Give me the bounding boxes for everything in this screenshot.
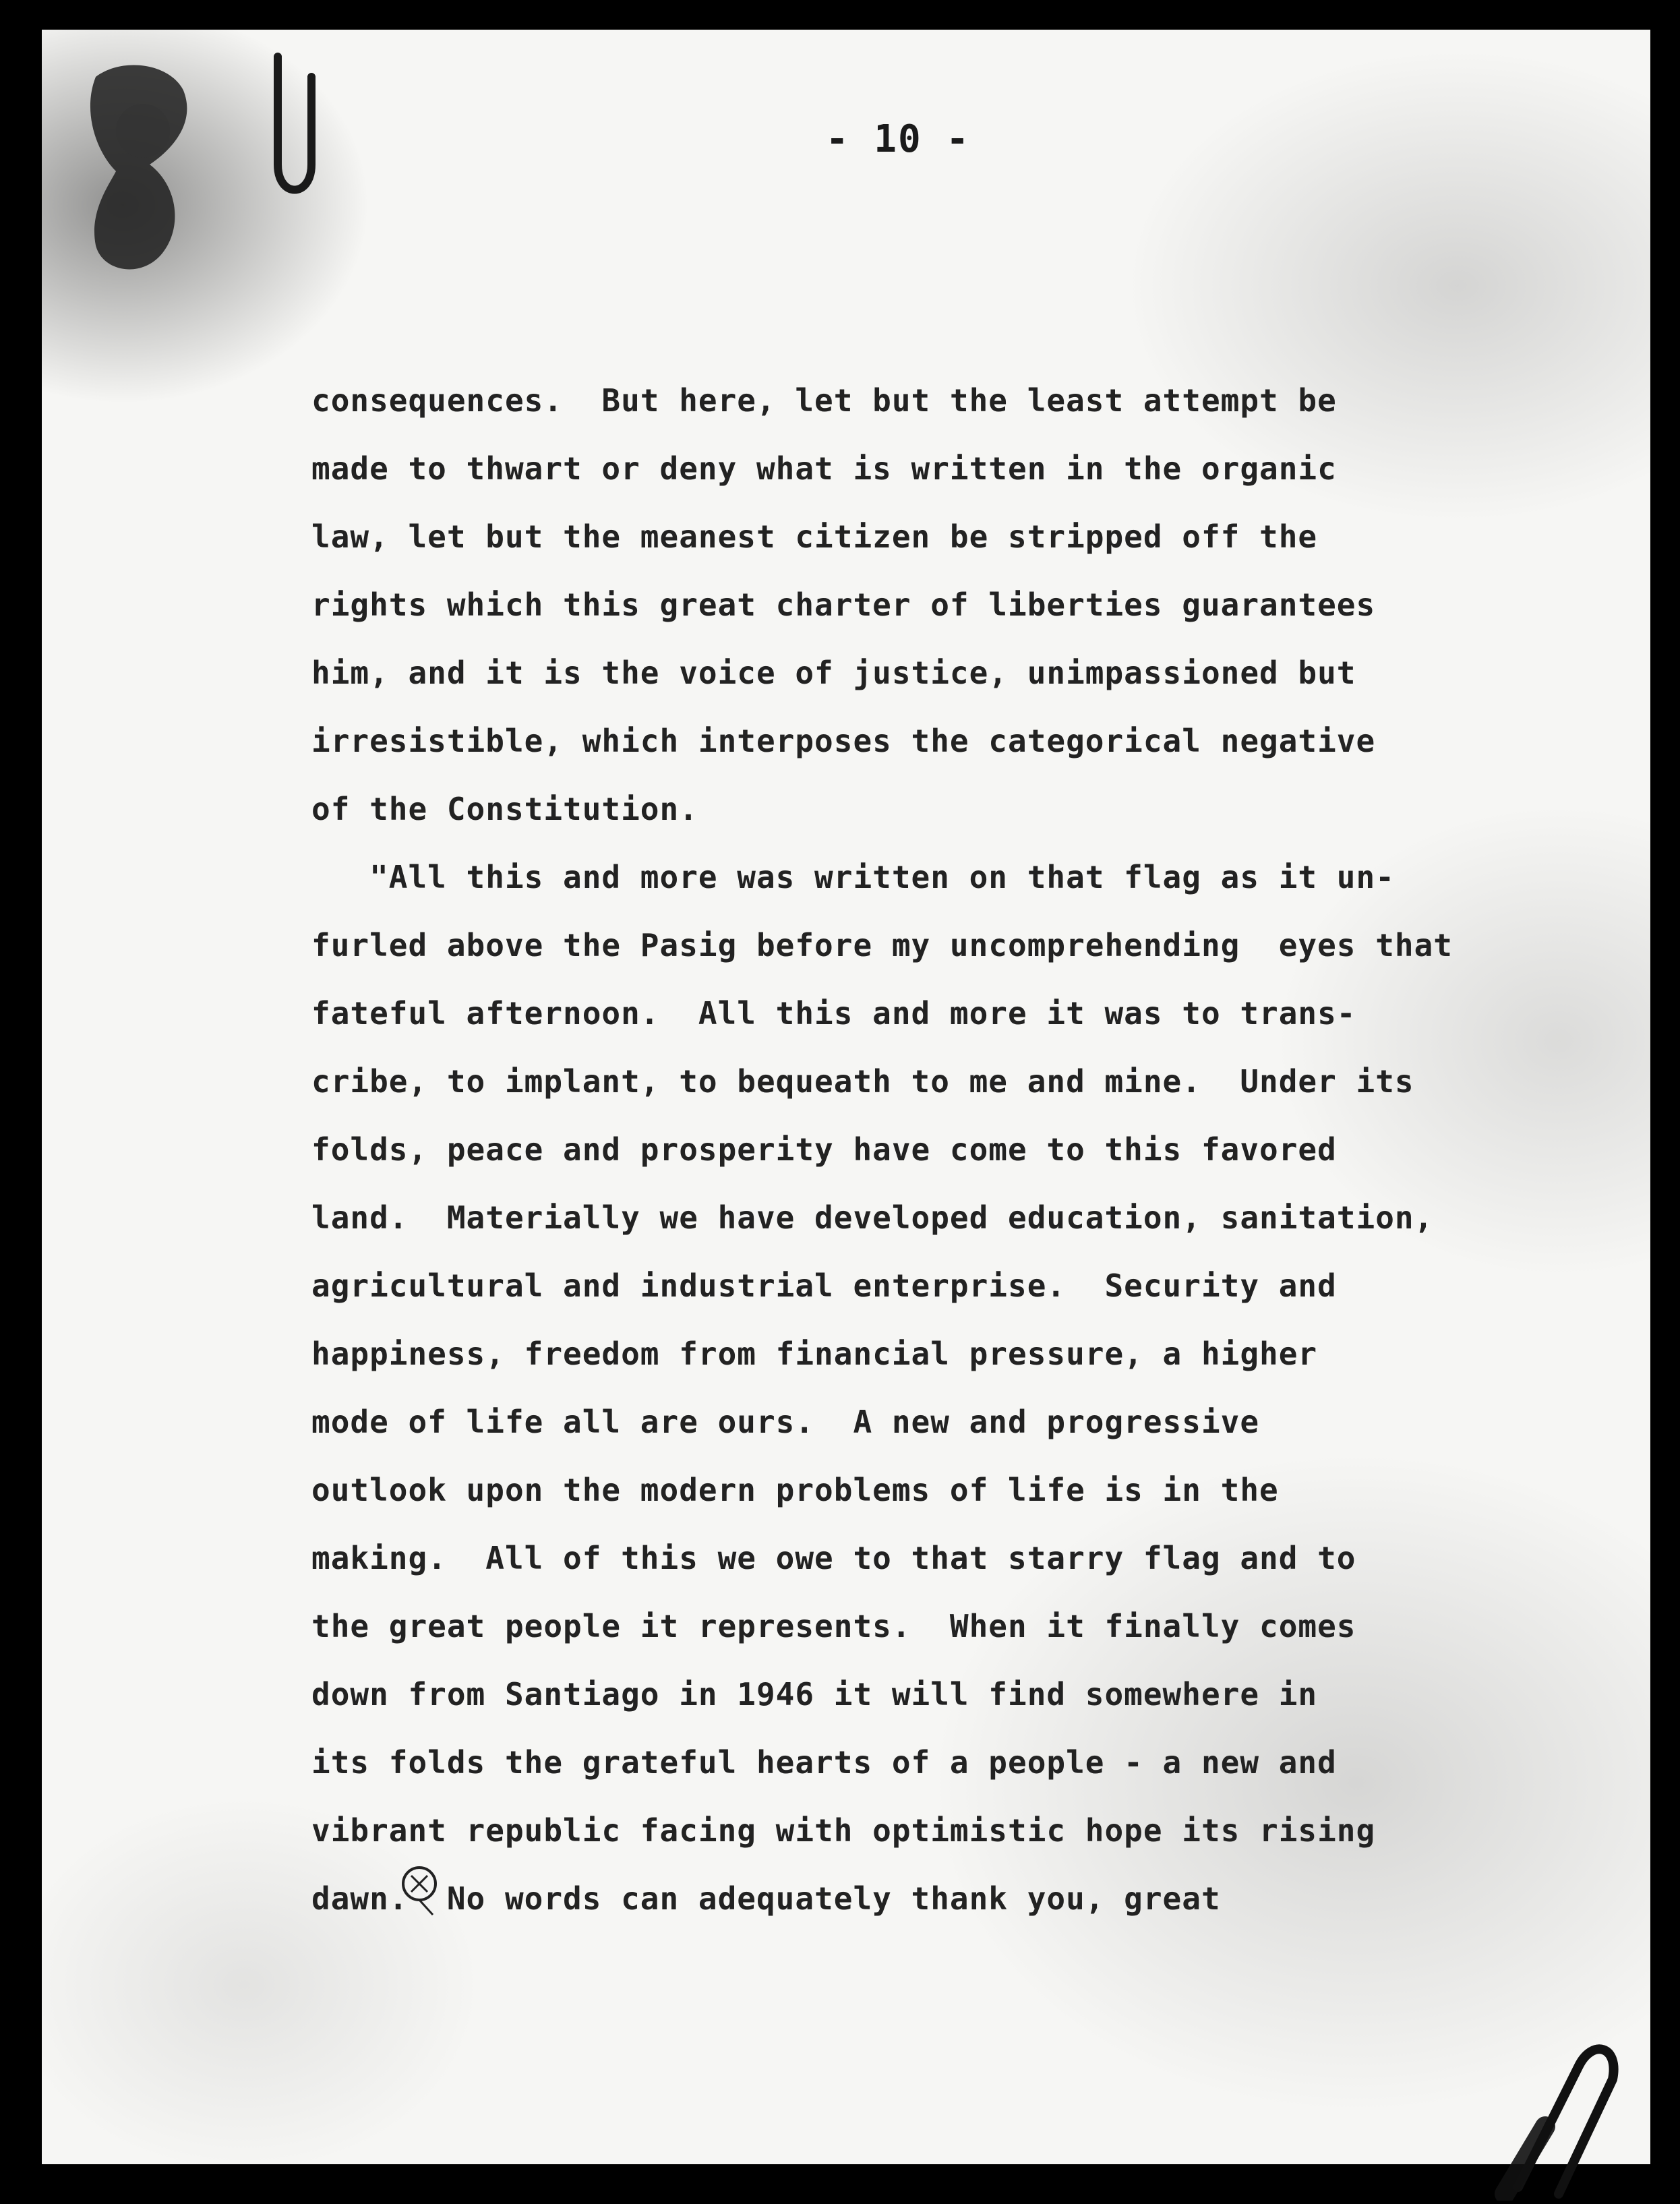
text-line: vibrant republic facing with optimistic hope its rising xyxy=(311,1812,1376,1849)
text-line: dawn. No words can adequately thank you, great xyxy=(311,1880,1221,1917)
text-line: furled above the Pasig before my uncomprehending eyes that xyxy=(311,927,1453,963)
text-line: irresistible, which interposes the categorical negative xyxy=(311,723,1376,759)
ink-smudge-mark xyxy=(69,50,217,293)
text-line: law, let but the meanest citizen be stripped off the xyxy=(311,518,1318,555)
text-line: happiness, freedom from financial pressure, a higher xyxy=(311,1336,1318,1372)
typewritten-body xyxy=(311,367,1552,1933)
document-page xyxy=(42,30,1650,2164)
text-line: its folds the grateful hearts of a people - a new and xyxy=(311,1744,1337,1781)
text-line: cribe, to implant, to bequeath to me and mine. Under its xyxy=(311,1063,1414,1100)
text-line: fateful afternoon. All this and more it was to trans- xyxy=(311,995,1356,1032)
text-line: of the Constitution. xyxy=(311,791,698,827)
text-line: the great people it represents. When it finally comes xyxy=(311,1608,1356,1644)
text-line: down from Santiago in 1946 it will find somewhere in xyxy=(311,1676,1318,1712)
paper-clip-mark xyxy=(1478,2025,1626,2201)
paper-clip-mark xyxy=(264,50,325,218)
handwritten-mark xyxy=(392,1857,446,1917)
text-line: mode of life all are ours. A new and progressive xyxy=(311,1404,1260,1440)
text-line: "All this and more was written on that flag as it un- xyxy=(311,859,1395,895)
text-line: folds, peace and prosperity have come to this favored xyxy=(311,1131,1337,1168)
text-line: land. Materially we have developed education, sanitation, xyxy=(311,1199,1434,1236)
text-line: making. All of this we owe to that starry flag and to xyxy=(311,1540,1356,1576)
text-line: rights which this great charter of liberties guarantees xyxy=(311,587,1376,623)
text-line: agricultural and industrial enterprise. Security and xyxy=(311,1268,1337,1304)
text-line: made to thwart or deny what is written in the organic xyxy=(311,450,1337,487)
text-line: outlook upon the modern problems of life is in the xyxy=(311,1472,1279,1508)
page-number: - 10 - xyxy=(825,117,971,161)
text-line: him, and it is the voice of justice, unimpassioned but xyxy=(311,655,1356,691)
text-line: consequences. But here, let but the least attempt be xyxy=(311,382,1337,419)
